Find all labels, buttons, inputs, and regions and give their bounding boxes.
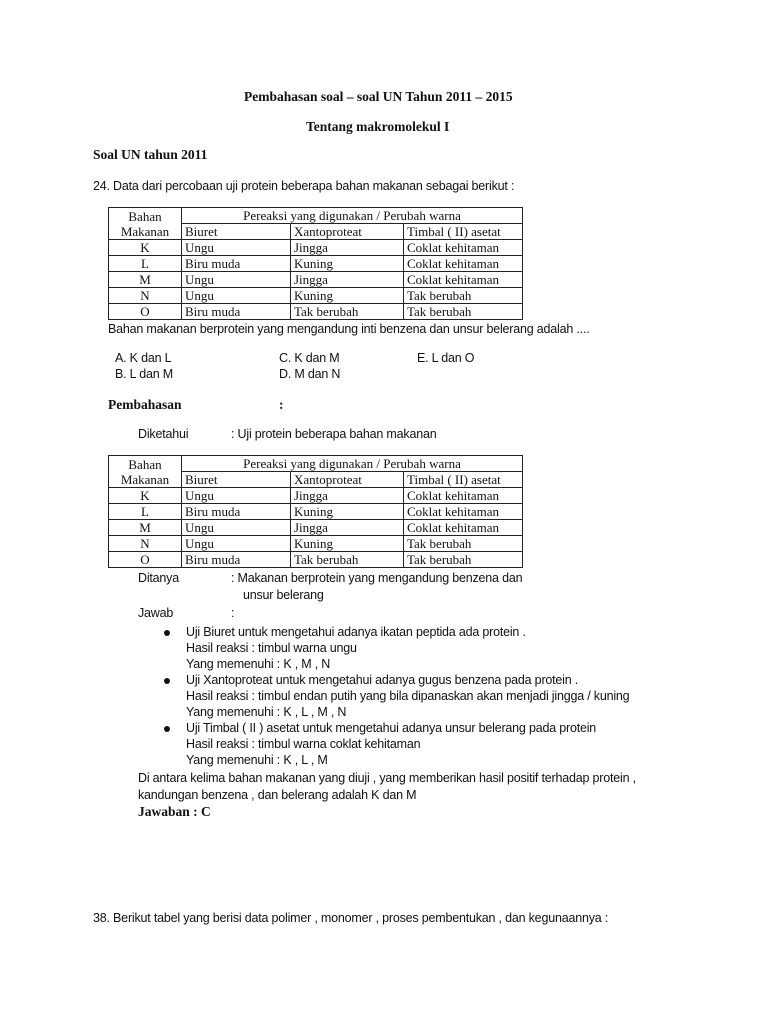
bullet-1-line2: Hasil reaksi : timbul warna ungu: [186, 641, 357, 655]
conclusion-line1: Di antara kelima bahan makanan yang diuji , yang memberikan hasil positif terhadap protein ,: [138, 771, 636, 785]
pembahasan-label: Pembahasan: [108, 397, 182, 412]
bullet-3-line1: Uji Timbal ( II ) asetat untuk mengetahui adanya unsur belerang pada protein: [186, 721, 597, 735]
jawab-colon: :: [231, 606, 235, 620]
table-group-header: Pereaksi yang digunakan / Perubah warna: [182, 208, 523, 224]
diketahui-label: Diketahui: [138, 427, 189, 441]
table-row: N Ungu Kuning Tak berubah: [109, 288, 523, 304]
table-row: M Ungu Jingga Coklat kehitaman: [109, 272, 523, 288]
bullet-1-line1: Uji Biuret untuk mengetahui adanya ikatan peptida ada protein .: [186, 625, 526, 639]
table-subheader: Timbal ( II) asetat: [404, 472, 523, 488]
table-subheader: Timbal ( II) asetat: [404, 224, 523, 240]
option-e: E. L dan O: [417, 351, 475, 365]
question-38-text: 38. Berikut tabel yang berisi data polimer , monomer , proses pembentukan , dan kegunaannya :: [93, 911, 609, 925]
table-subheader: Xantoproteat: [291, 472, 404, 488]
section-heading: Soal UN tahun 2011: [93, 147, 208, 162]
table-header-bahan: Bahan Makanan: [109, 208, 182, 240]
question-24-prompt: Bahan makanan berprotein yang mengandung inti benzena dan unsur belerang adalah ....: [108, 322, 590, 336]
bullet-2-line2: Hasil reaksi : timbul endan putih yang bila dipanaskan akan menjadi jingga / kuning: [186, 689, 630, 703]
option-a: A. K dan L: [115, 351, 172, 365]
table-row: K Ungu Jingga Coklat kehitaman: [109, 240, 523, 256]
pembahasan-table: [108, 455, 523, 568]
table-subheader: Biuret: [182, 472, 291, 488]
table-row: O Biru muda Tak berubah Tak berubah: [109, 552, 523, 568]
bullet-icon: [164, 630, 170, 636]
table-row: N Ungu Kuning Tak berubah: [109, 536, 523, 552]
conclusion-line2: kandungan benzena , dan belerang adalah K dan M: [138, 788, 417, 802]
table-row: L Biru muda Kuning Coklat kehitaman: [109, 256, 523, 272]
table-group-header: Pereaksi yang digunakan / Perubah warna: [182, 456, 523, 472]
jawab-label: Jawab: [138, 606, 174, 620]
table-subheader: Biuret: [182, 224, 291, 240]
option-b: B. L dan M: [115, 367, 173, 381]
bullet-3-line3: Yang memenuhi : K , L , M: [186, 753, 328, 767]
bullet-3-line2: Hasil reaksi : timbul warna coklat kehitaman: [186, 737, 421, 751]
diketahui-value: : Uji protein beberapa bahan makanan: [231, 427, 437, 441]
table-row: M Ungu Jingga Coklat kehitaman: [109, 520, 523, 536]
bullet-icon: [164, 726, 170, 732]
question-24-text: 24. Data dari percobaan uji protein beberapa bahan makanan sebagai berikut :: [93, 179, 515, 193]
page-title: Pembahasan soal – soal UN Tahun 2011 – 2015: [244, 89, 513, 104]
bullet-2-line1: Uji Xantoproteat untuk mengetahui adanya gugus benzena pada protein .: [186, 673, 579, 687]
page-subtitle: Tentang makromolekul I: [306, 119, 450, 134]
table-header-bahan: Bahan Makanan: [109, 456, 182, 488]
bullet-icon: [164, 678, 170, 684]
answer: Jawaban : C: [138, 804, 211, 819]
ditanya-line1: : Makanan berprotein yang mengandung benzena dan: [231, 571, 523, 585]
table-row: O Biru muda Tak berubah Tak berubah: [109, 304, 523, 320]
bullet-1-line3: Yang memenuhi : K , M , N: [186, 657, 331, 671]
option-c: C. K dan M: [279, 351, 340, 365]
table-row: L Biru muda Kuning Coklat kehitaman: [109, 504, 523, 520]
bullet-2-line3: Yang memenuhi : K , L , M , N: [186, 705, 347, 719]
question-24-table: [108, 207, 523, 320]
ditanya-line2: unsur belerang: [243, 588, 324, 602]
ditanya-label: Ditanya: [138, 571, 179, 585]
table-row: K Ungu Jingga Coklat kehitaman: [109, 488, 523, 504]
pembahasan-colon: :: [279, 397, 284, 412]
table-subheader: Xantoproteat: [291, 224, 404, 240]
option-d: D. M dan N: [279, 367, 341, 381]
